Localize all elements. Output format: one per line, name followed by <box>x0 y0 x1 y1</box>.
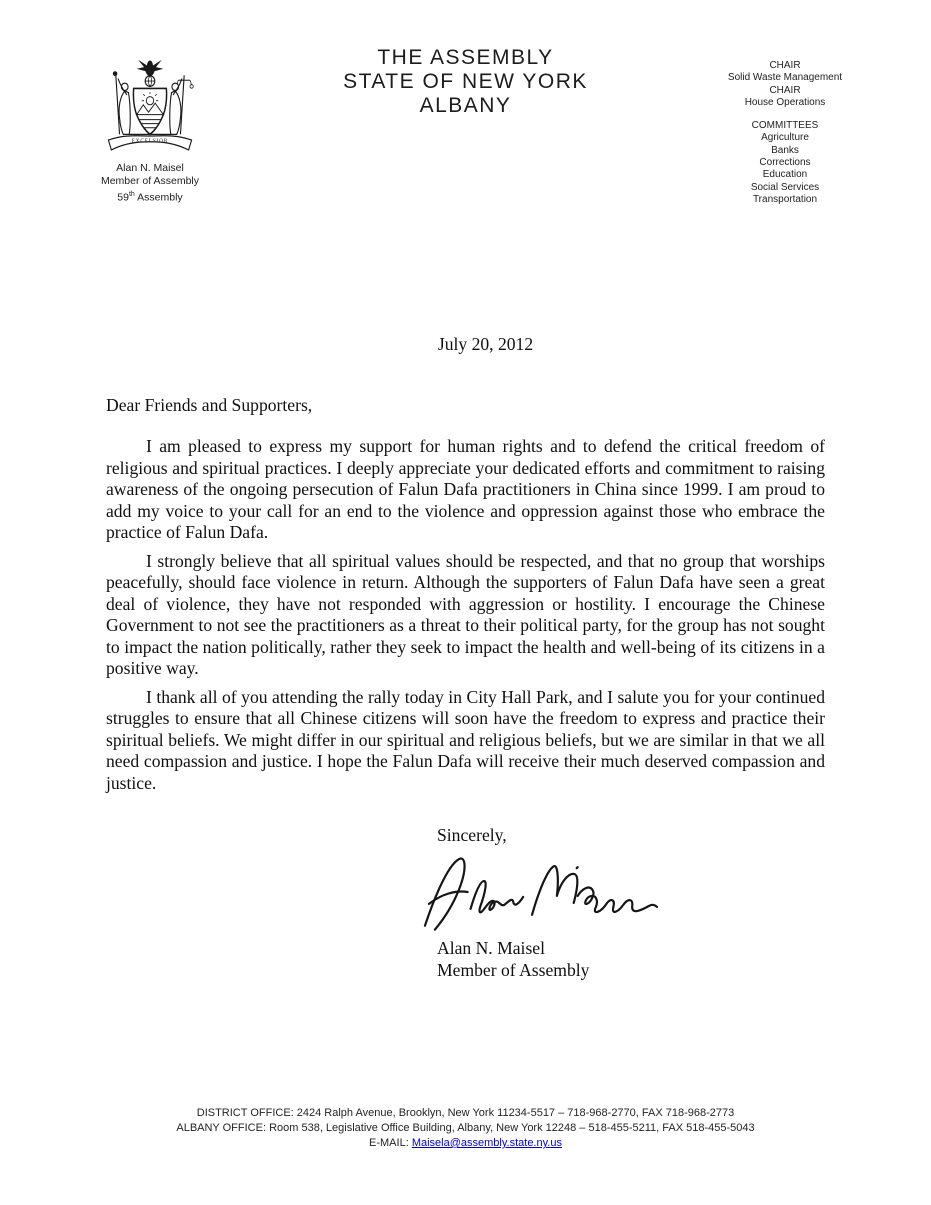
title-line-2: STATE OF NEW YORK <box>343 70 588 93</box>
page-footer <box>0 1106 931 1151</box>
committees-block <box>660 60 910 206</box>
closing-block <box>437 825 825 981</box>
letter-body <box>106 334 825 981</box>
paragraph-1: I am pleased to express my support for human rights and to defend the critical freedom of religious and spiritual practices. I deeply appreciate your dedicated efforts and commitment to raising awareness of the ongoing persecution of Falun Dafa practitioners in China since 1999. I am proud to add my voice to your call for an end to the violence and oppression against those who embrace the practice of Falun Dafa. <box>106 436 825 542</box>
closing-word: Sincerely, <box>437 825 507 845</box>
district-office-line: DISTRICT OFFICE: 2424 Ralph Avenue, Brooklyn, New York 11234-5517 – 718-968-2770, FAX 718-968-2773 <box>196 1107 735 1119</box>
member-district: 59th Assembly <box>117 191 183 204</box>
email-label: E-MAIL: <box>369 1137 412 1149</box>
committee-item: Banks <box>771 144 799 156</box>
title-line-3: ALBANY <box>419 94 512 117</box>
salutation: Dear Friends and Supporters, <box>106 394 313 415</box>
signature-icon <box>420 852 825 934</box>
seal-motto-text: EXCELSIOR <box>131 138 169 145</box>
committee-item: Transportation <box>752 193 818 205</box>
chair-label-1: CHAIR <box>769 60 801 71</box>
email-line <box>0 1136 931 1151</box>
committee-item: Agriculture <box>761 132 809 144</box>
member-name: Alan N. Maisel <box>116 162 184 174</box>
albany-office-line: ALBANY OFFICE: Room 538, Legislative Office Building, Albany, New York 12248 – 518-455-5211, FAX 518-455-5043 <box>176 1122 755 1134</box>
committees-heading: COMMITTEES <box>751 120 819 132</box>
paragraph-3: I thank all of you attending the rally today in City Hall Park, and I salute you for your continued struggles to ensure that all Chinese citizens will soon have the freedom to express and practice their spiritual beliefs. We might differ in our spiritual and religious beliefs, but we are similar in that we all need compassion and justice. I hope the Falun Dafa will receive their much deserved compassion and justice. <box>106 686 825 793</box>
member-title: Member of Assembly <box>100 175 200 187</box>
title-line-1: THE ASSEMBLY <box>377 46 554 69</box>
chair-name-1: Solid Waste Management <box>727 72 843 84</box>
committee-item: Education <box>762 169 808 181</box>
chair-name-2: House Operations <box>744 96 826 108</box>
signer-name: Alan N. Maisel <box>437 937 545 958</box>
member-identity <box>72 162 228 205</box>
date-line: July 20, 2012 <box>437 334 534 354</box>
chair-label-2: CHAIR <box>769 84 801 96</box>
committee-item: Social Services <box>750 181 820 193</box>
committee-item: Corrections <box>759 157 811 169</box>
email-link[interactable]: Maisela@assembly.state.ny.us <box>411 1137 562 1149</box>
signer-title: Member of Assembly <box>437 959 590 980</box>
paragraph-2: I strongly believe that all spiritual values should be respected, and that no group that worships peacefully, should face violence in return. Although the supporters of Falun Dafa have seen a great deal of violence, they have not responded with aggression or hostility. I encourage the Chinese Government to not see the practitioners as a threat to their political party, for the group has not sought to impact the nation politically, rather they seek to impact the health and well-being of its citizens in a positive way. <box>106 550 825 678</box>
